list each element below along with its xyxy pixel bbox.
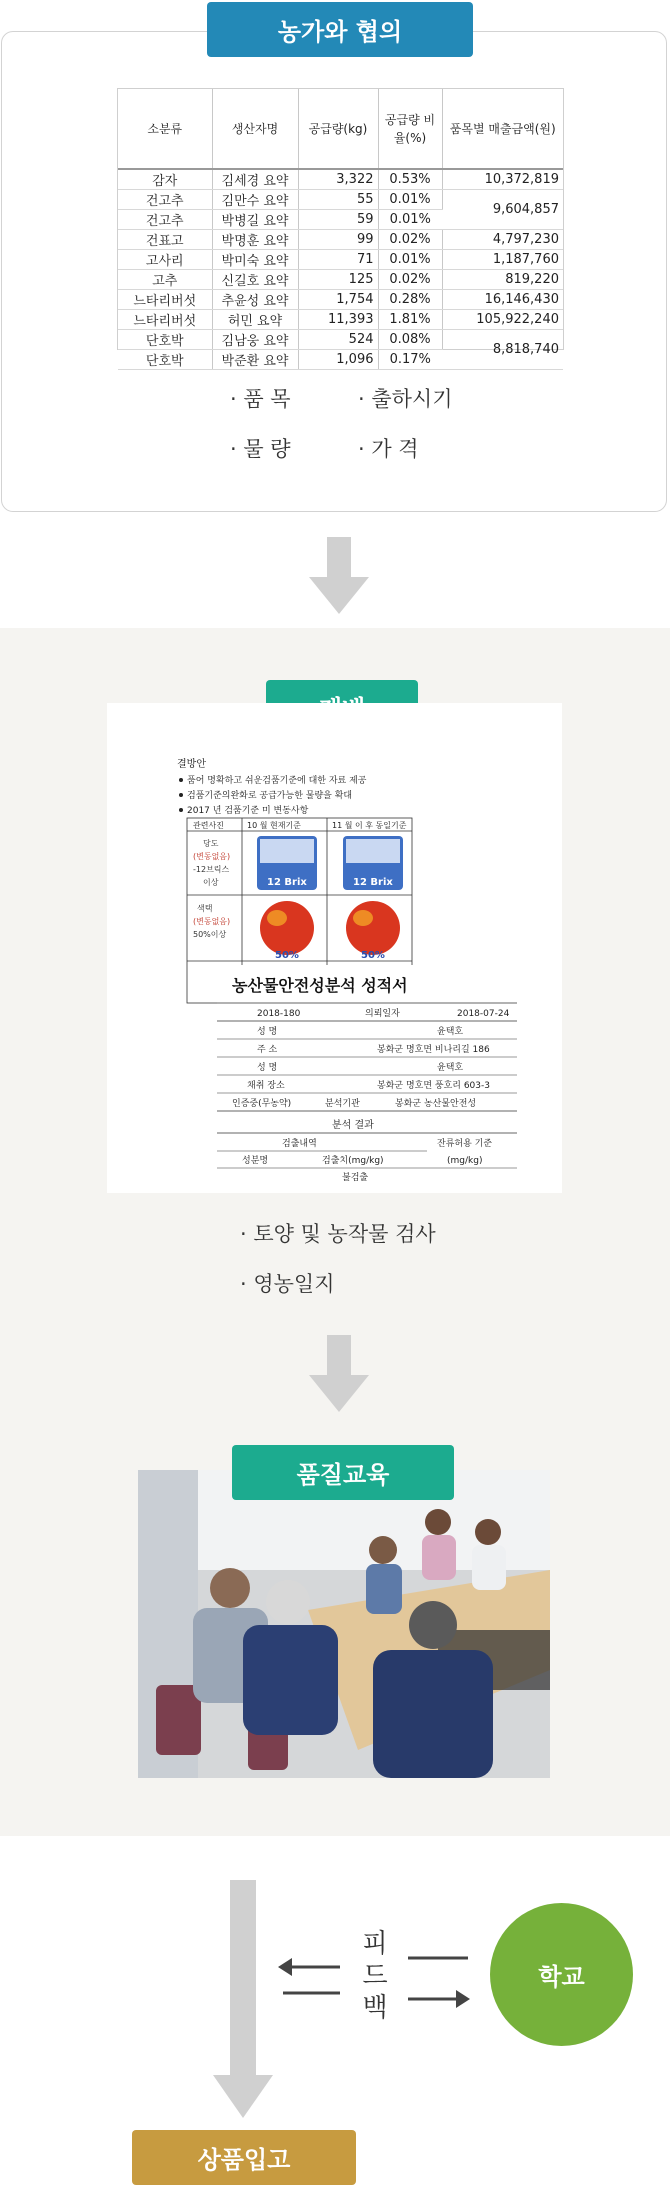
table-row	[118, 169, 563, 190]
cell-producer: 김만수 요약	[212, 190, 298, 210]
report-field: 윤택호	[437, 1027, 464, 1037]
cell-qty: 71	[298, 250, 378, 270]
long-down-arrow-icon	[208, 1880, 278, 2130]
feedback-char: 드	[362, 1961, 388, 1991]
brix-label: 12 Brix	[267, 877, 307, 888]
sugar-label: -12브릭스	[193, 865, 230, 874]
cell-producer: 허민 요약	[212, 310, 298, 330]
down-arrow-icon	[309, 537, 369, 614]
cell-qty: 3,322	[298, 169, 378, 190]
doc-line: 품어 명확하고 쉬운검품기준에 대한 자료 제공	[187, 776, 367, 786]
right-arrow-icon	[408, 1987, 470, 2011]
quality-education-title: 품질교육	[232, 1445, 454, 1500]
bullet-soil-test: · 토양 및 농작물 검사	[240, 1222, 436, 1246]
cell-producer: 박명훈 요약	[212, 230, 298, 250]
cell-category: 고추	[118, 270, 212, 290]
cell-sales: 9,604,857	[442, 190, 563, 230]
cell-qty: 1,096	[298, 350, 378, 370]
color-label: 색택	[197, 904, 213, 913]
cell-sales: 105,922,240	[442, 310, 563, 330]
cell-category: 건고추	[118, 210, 212, 230]
cell-sales: 4,797,230	[442, 230, 563, 250]
table-row	[118, 190, 563, 210]
col-sales: 품목별 매출금액(원)	[442, 89, 563, 169]
feedback-label	[355, 1928, 395, 2024]
doc-heading: 결방안	[177, 759, 206, 770]
cell-qty: 125	[298, 270, 378, 290]
cell-producer: 박병길 요약	[212, 210, 298, 230]
report-field: 주 소	[257, 1045, 278, 1055]
report-field: (mg/kg)	[447, 1156, 483, 1166]
cell-ratio: 0.53%	[378, 169, 442, 190]
color-label: (변동없음)	[193, 917, 231, 926]
cell-sales: 8,818,740	[442, 330, 563, 370]
report-field: 봉화군 명호면 비나리길 186	[377, 1045, 490, 1055]
criteria-header: 10 월 현재기준	[247, 821, 301, 830]
col-category: 소분류	[118, 89, 212, 169]
report-field: 성분명	[242, 1156, 269, 1166]
cell-producer: 박준환 요약	[212, 350, 298, 370]
percent-label: 50%	[361, 950, 385, 961]
report-field: 봉화군 농산물안전성	[395, 1099, 477, 1109]
bullet-item: · 품 목	[230, 387, 291, 411]
report-title: 농산물안전성분석 성적서	[232, 976, 408, 995]
bullet-farm-log: · 영농일지	[240, 1272, 335, 1296]
percent-label: 50%	[275, 950, 299, 961]
cell-ratio: 0.28%	[378, 290, 442, 310]
report-number: 2018-180	[257, 1009, 301, 1019]
report-field: 인증중(무농약)	[232, 1099, 292, 1109]
criteria-header: 11 월 이 후 동일기준	[332, 821, 407, 830]
col-producer: 생산자명	[212, 89, 298, 169]
report-field: 검출내역	[282, 1139, 317, 1149]
report-field: 성 명	[257, 1027, 278, 1037]
table-row	[118, 270, 563, 290]
cell-qty: 1,754	[298, 290, 378, 310]
cell-sales: 819,220	[442, 270, 563, 290]
report-field: 의뢰일자	[365, 1009, 400, 1019]
cell-qty: 55	[298, 190, 378, 210]
product-receipt-title: 상품입고	[132, 2130, 356, 2185]
report-field: 2018-07-24	[457, 1009, 510, 1019]
sugar-label: 이상	[203, 878, 219, 887]
report-field: 윤택호	[437, 1063, 464, 1073]
col-ratio: 공급량 비율(%)	[378, 89, 442, 169]
cell-ratio: 0.01%	[378, 190, 442, 210]
cell-qty: 11,393	[298, 310, 378, 330]
cell-ratio: 0.01%	[378, 250, 442, 270]
report-field: 성 명	[257, 1063, 278, 1073]
cell-producer: 신길호 요약	[212, 270, 298, 290]
feedback-line	[408, 1955, 468, 1961]
cell-ratio: 0.01%	[378, 210, 442, 230]
table-row	[118, 230, 563, 250]
brix-label: 12 Brix	[353, 877, 393, 888]
cell-ratio: 0.08%	[378, 330, 442, 350]
report-field: 분석 결과	[332, 1120, 374, 1131]
cell-sales: 16,146,430	[442, 290, 563, 310]
cell-ratio: 1.81%	[378, 310, 442, 330]
feedback-line	[283, 1990, 340, 1996]
table-row	[118, 250, 563, 270]
report-field: 채취 장소	[247, 1081, 285, 1091]
report-field: 분석기관	[325, 1099, 360, 1109]
cell-qty: 59	[298, 210, 378, 230]
report-field: 불검출	[342, 1173, 369, 1183]
cell-producer: 박미숙 요약	[212, 250, 298, 270]
feedback-char: 피	[362, 1929, 388, 1959]
school-circle: 학교	[490, 1903, 633, 2046]
training-photo	[138, 1470, 550, 1778]
cell-producer: 김남웅 요약	[212, 330, 298, 350]
left-arrow-icon	[278, 1955, 340, 1979]
down-arrow-icon	[309, 1335, 369, 1412]
bullet-volume: · 물 량	[230, 437, 291, 461]
consultation-title: 농가와 협의	[207, 2, 473, 57]
table-row	[118, 310, 563, 330]
inspection-document	[107, 703, 562, 1193]
cell-qty: 99	[298, 230, 378, 250]
report-field: 잔류허용 기준	[437, 1139, 493, 1149]
cell-qty: 524	[298, 330, 378, 350]
cell-sales: 10,372,819	[442, 169, 563, 190]
doc-line: 검품기준의완화로 공급가능한 물량을 확대	[187, 791, 353, 801]
cell-ratio: 0.02%	[378, 230, 442, 250]
table-row	[118, 290, 563, 310]
feedback-char: 백	[362, 1993, 388, 2023]
cell-category: 느타리버섯	[118, 290, 212, 310]
cell-category: 단호박	[118, 350, 212, 370]
report-field: 검출치(mg/kg)	[322, 1156, 384, 1166]
cell-category: 느타리버섯	[118, 310, 212, 330]
table-row	[118, 330, 563, 350]
cell-category: 건고추	[118, 190, 212, 210]
cell-producer: 김세경 요약	[212, 169, 298, 190]
report-field: 봉화군 명호면 풍호리 603-3	[377, 1081, 490, 1091]
sugar-label: (변동없음)	[193, 852, 231, 861]
criteria-header: 관련사진	[193, 821, 224, 830]
cell-producer: 추윤성 요약	[212, 290, 298, 310]
cell-sales: 1,187,760	[442, 250, 563, 270]
supply-table	[117, 88, 564, 369]
col-qty: 공급량(kg)	[298, 89, 378, 169]
bullet-timing: · 출하시기	[358, 387, 453, 411]
color-label: 50%이상	[193, 930, 227, 939]
cell-ratio: 0.02%	[378, 270, 442, 290]
bullet-price: · 가 격	[358, 437, 419, 461]
cell-category: 고사리	[118, 250, 212, 270]
sugar-label: 당도	[203, 839, 219, 848]
cell-category: 건표고	[118, 230, 212, 250]
cell-ratio: 0.17%	[378, 350, 442, 370]
cell-category: 감자	[118, 169, 212, 190]
doc-line: 2017 년 검품기준 미 변동사항	[187, 806, 309, 816]
cell-category: 단호박	[118, 330, 212, 350]
